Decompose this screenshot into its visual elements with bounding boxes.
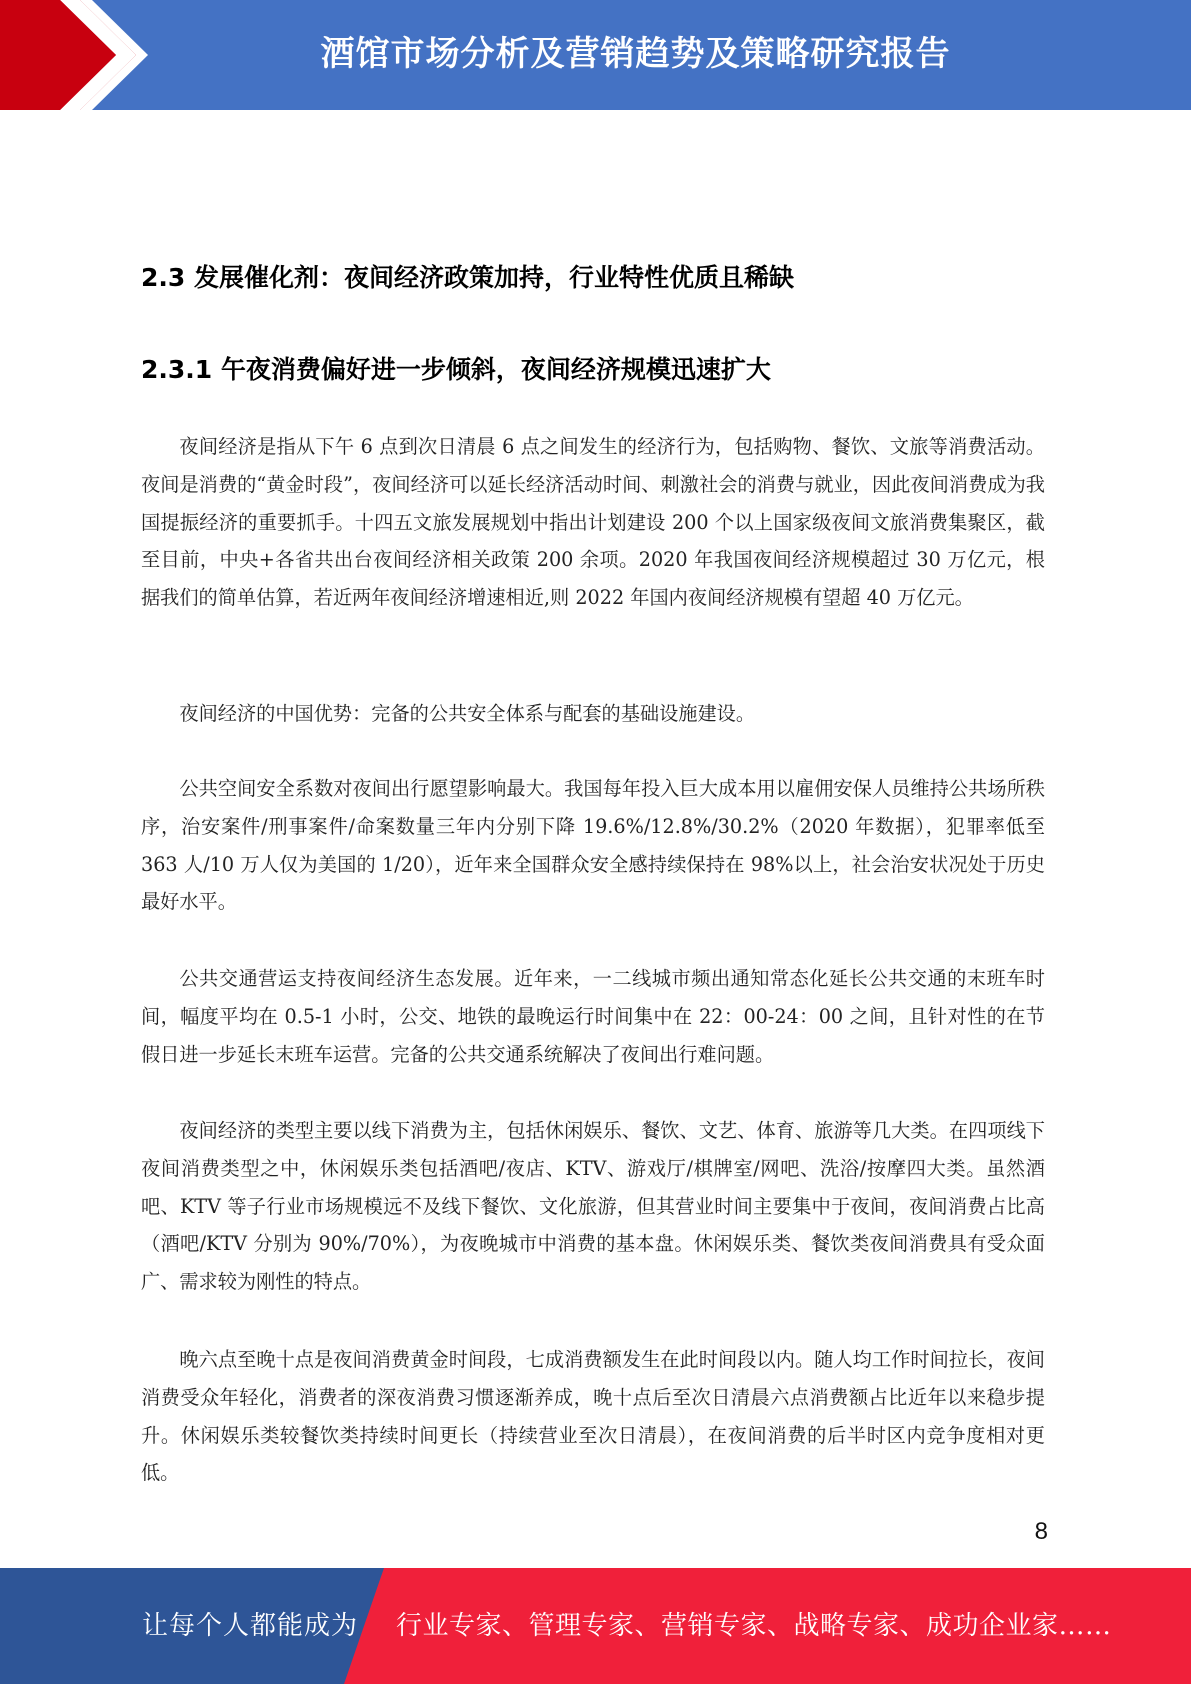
header-banner — [0, 0, 1191, 110]
paragraph-6: 晚六点至晚十点是夜间消费黄金时间段，七成消费额发生在此时间段以内。随人均工作时间拉长，夜间消费受众年轻化，消费者的深夜消费习惯逐渐养成，晚十点后至次日清晨六点消费额占比近年以来稳步提升。休闲娱乐类较餐饮类持续时间更长（持续营业至次日清晨），在夜间消费的后半时区内竞争度相对更低。 — [141, 1348, 1045, 1485]
footer-slogan-left: 让每个人都能成为 — [142, 1611, 359, 1641]
page-number: 8 — [1034, 1518, 1048, 1545]
header-arrow-decoration — [0, 0, 160, 110]
report-title: 酒馆市场分析及营销趋势及策略研究报告 — [320, 34, 951, 74]
paragraph-5: 夜间经济的类型主要以线下消费为主，包括休闲娱乐、餐饮、文艺、体育、旅游等几大类。在四项线下夜间消费类型之中，休闲娱乐类包括酒吧/夜店、KTV、游戏厅/棋牌室/网吧、洗浴/按摩四大类。虽然酒吧、KTV 等子行业市场规模远不及线下餐饮、文化旅游，但其营业时间主要集中于夜间，夜间消费占比高（酒吧/KTV 分别为 90%/70%），为夜晚城市中消费的基本盘。休闲娱乐类、餐饮类夜间消费具有受众面广、需求较为刚性的特点。 — [141, 1119, 1045, 1294]
section-heading: 2.3 发展催化剂：夜间经济政策加持，行业特性优质且稀缺 — [141, 263, 794, 292]
subsection-heading: 2.3.1 午夜消费偏好进一步倾斜，夜间经济规模迅速扩大 — [141, 355, 771, 384]
paragraph-3: 公共空间安全系数对夜间出行愿望影响最大。我国每年投入巨大成本用以雇佣安保人员维持公共场所秩序，治安案件/刑事案件/命案数量三年内分别下降 19.6%/12.8%/30.2%（2020 年数据），犯罪率低至 363 人/10 万人仅为美国的 1/20），近年来全国群众安全感持续保持在 98%以上，社会治安状况处于历史最好水平。 — [141, 777, 1045, 914]
paragraph-4: 公共交通营运支持夜间经济生态发展。近年来，一二线城市频出通知常态化延长公共交通的末班车时间，幅度平均在 0.5-1 小时，公交、地铁的最晚运行时间集中在 22：00-24：00 之间，且针对性的在节假日进一步延长末班车运营。完备的公共交通系统解决了夜间出行难问题。 — [141, 967, 1045, 1066]
footer-banner — [0, 1568, 1191, 1684]
footer-slogan-right: 行业专家、管理专家、营销专家、战略专家、成功企业家…… — [396, 1611, 1112, 1641]
paragraph-1: 夜间经济是指从下午 6 点到次日清晨 6 点之间发生的经济行为，包括购物、餐饮、文旅等消费活动。夜间是消费的“黄金时段”，夜间经济可以延长经济活动时间、刺激社会的消费与就业，因此夜间消费成为我国提振经济的重要抓手。十四五文旅发展规划中指出计划建设 200 个以上国家级夜间文旅消费集聚区，截至目前，中央+各省共出台夜间经济相关政策 200 余项。2020 年我国夜间经济规模超过 30 万亿元，根据我们的简单估算，若近两年夜间经济增速相近,则 2022 年国内夜间经济规模有望超 40 万亿元。 — [141, 435, 1045, 610]
paragraph-2: 夜间经济的中国优势：完备的公共安全体系与配套的基础设施建设。 — [179, 702, 756, 725]
